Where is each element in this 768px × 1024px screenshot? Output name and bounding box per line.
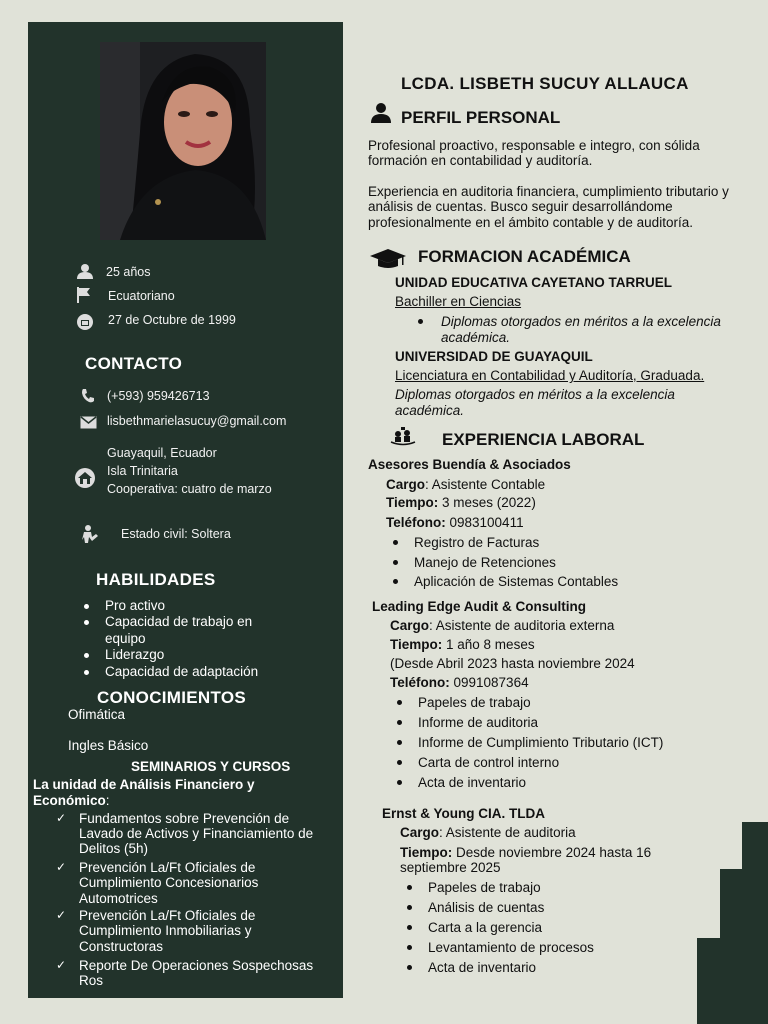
skill-item: Capacidad de adaptación	[105, 664, 259, 679]
job-role: Cargo: Asistente Contable	[386, 477, 546, 492]
nationality-text: Ecuatoriano	[108, 289, 175, 303]
degree: Bachiller en Ciencias	[395, 294, 522, 309]
job-task: Levantamiento de procesos	[428, 940, 594, 955]
birthday-icon	[76, 313, 94, 331]
job-task: Aplicación de Sistemas Contables	[414, 574, 619, 589]
seminar-item-cont: Delitos (5h)	[79, 841, 149, 856]
bullet	[407, 925, 412, 930]
civil-status-text: Estado civil: Soltera	[121, 527, 231, 541]
job-task: Papeles de trabajo	[418, 695, 531, 710]
job-duration: Tiempo: 3 meses (2022)	[386, 495, 536, 510]
bullet	[84, 620, 89, 625]
company-name: Asesores Buendía & Asociados	[368, 457, 571, 472]
profile-person-icon	[370, 103, 392, 123]
profile-text: análisis de cuentas. Busco seguir desarrollándome	[368, 199, 673, 214]
contact-heading: CONTACTO	[85, 354, 183, 373]
seminar-item-cont: Ros	[79, 973, 104, 988]
seminar-unit-line2: Económico:	[33, 793, 110, 808]
company-name: Leading Edge Audit & Consulting	[372, 599, 586, 614]
bullet	[418, 319, 423, 324]
bullet	[407, 885, 412, 890]
job-duration: Tiempo: 1 año 8 meses	[390, 637, 535, 652]
job-duration: Tiempo: Desde noviembre 2024 hasta 16	[400, 845, 652, 860]
job-phone: Teléfono: 0983100411	[386, 515, 524, 530]
seminar-item-cont: Constructoras	[79, 939, 164, 954]
job-task: Informe de Cumplimiento Tributario (ICT)	[418, 735, 664, 750]
education-note: Diplomas otorgados en méritos a la excelencia	[441, 314, 721, 329]
seminar-item: Prevención La/Ft Oficiales de	[79, 860, 256, 875]
job-task: Carta a la gerencia	[428, 920, 543, 935]
job-phone: Teléfono: 0991087364	[390, 675, 529, 690]
experience-icon	[388, 424, 418, 448]
skill-item: Liderazgo	[105, 647, 165, 662]
school-name: UNIDAD EDUCATIVA CAYETANO TARRUEL	[395, 275, 673, 290]
graduation-cap-icon	[369, 248, 407, 270]
skill-item-cont: equipo	[105, 631, 146, 646]
seminars-heading: SEMINARIOS Y CURSOS	[131, 759, 291, 774]
skills-heading: HABILIDADES	[96, 570, 216, 589]
profile-photo	[100, 42, 266, 240]
seminar-item: Reporte De Operaciones Sospechosas	[79, 958, 314, 973]
age-text: 25 años	[106, 265, 151, 279]
job-task: Acta de inventario	[418, 775, 527, 790]
school-name: UNIVERSIDAD DE GUAYAQUIL	[395, 349, 593, 364]
knowledge-item: Ofimática	[68, 707, 126, 722]
bullet	[397, 700, 402, 705]
bullet	[397, 720, 402, 725]
bullet	[84, 604, 89, 609]
education-note: Diplomas otorgados en méritos a la excelencia	[395, 387, 675, 402]
bullet	[84, 670, 89, 675]
civil-status-icon	[80, 524, 100, 544]
job-task: Análisis de cuentas	[428, 900, 545, 915]
bullet	[393, 560, 398, 565]
bullet	[397, 740, 402, 745]
check-icon: ✓	[56, 958, 67, 972]
address-line-1: Guayaquil, Ecuador	[107, 446, 217, 460]
phone-icon	[80, 388, 96, 404]
experience-heading: EXPERIENCIA LABORAL	[442, 430, 645, 449]
home-icon	[74, 467, 96, 489]
job-role: Cargo: Asistente de auditoria	[400, 825, 576, 840]
job-task: Acta de inventario	[428, 960, 537, 975]
job-task: Carta de control interno	[418, 755, 560, 770]
bullet	[407, 965, 412, 970]
profile-heading: PERFIL PERSONAL	[401, 108, 561, 127]
address-line-2: Isla Trinitaria	[107, 464, 178, 478]
flag-icon	[76, 286, 92, 304]
birthdate-text: 27 de Octubre de 1999	[108, 313, 236, 327]
profile-text: Experiencia en auditoria financiera, cumplimiento tributario y	[368, 184, 729, 199]
check-icon: ✓	[56, 860, 67, 874]
education-note: académica.	[441, 330, 511, 345]
profile-text: Profesional proactivo, responsable e integro, con sólida	[368, 138, 700, 153]
job-task: Papeles de trabajo	[428, 880, 541, 895]
seminar-item-cont: Cumplimiento Concesionarios	[79, 875, 259, 890]
job-role: Cargo: Asistente de auditoria externa	[390, 618, 615, 633]
knowledge-heading: CONOCIMIENTOS	[97, 688, 247, 707]
seminar-item: Prevención La/Ft Oficiales de	[79, 908, 256, 923]
profile-text: formación en contabilidad y auditoría.	[368, 153, 593, 168]
decor-step	[697, 938, 768, 1024]
bullet	[407, 905, 412, 910]
person-icon	[76, 263, 94, 279]
degree: Licenciatura en Contabilidad y Auditoría, Graduada.	[395, 368, 705, 383]
job-task: Informe de auditoria	[418, 715, 539, 730]
check-icon: ✓	[56, 811, 67, 825]
job-task: Manejo de Retenciones	[414, 555, 556, 570]
job-task: Registro de Facturas	[414, 535, 540, 550]
bullet	[84, 653, 89, 658]
knowledge-item: Ingles Básico	[68, 738, 149, 753]
bullet	[397, 760, 402, 765]
job-period: (Desde Abril 2023 hasta noviembre 2024	[390, 656, 635, 671]
education-note: académica.	[395, 403, 465, 418]
email-icon	[80, 416, 97, 429]
email-text: lisbethmarielasucuy@gmail.com	[107, 414, 287, 428]
job-duration-cont: septiembre 2025	[400, 860, 501, 875]
bullet	[397, 780, 402, 785]
skill-item: Capacidad de trabajo en	[105, 614, 253, 629]
address-line-3: Cooperativa: cuatro de marzo	[107, 482, 272, 496]
seminar-item-cont: Lavado de Activos y Financiamiento de	[79, 826, 314, 841]
bullet	[393, 579, 398, 584]
seminar-item-cont: Cumplimiento Inmobiliarias y	[79, 923, 252, 938]
skill-item: Pro activo	[105, 598, 166, 613]
phone-text: (+593) 959426713	[107, 389, 210, 403]
check-icon: ✓	[56, 908, 67, 922]
candidate-name: LCDA. LISBETH SUCUY ALLAUCA	[401, 74, 689, 93]
seminar-item-cont: Automotrices	[79, 891, 158, 906]
company-name: Ernst & Young CIA. TLDA	[382, 806, 545, 821]
bullet	[407, 945, 412, 950]
seminar-unit-line1: La unidad de Análisis Financiero y	[33, 777, 255, 792]
seminar-item: Fundamentos sobre Prevención de	[79, 811, 290, 826]
bullet	[393, 540, 398, 545]
education-heading: FORMACION ACADÉMICA	[418, 247, 631, 266]
profile-text: profesionalmente en el ámbito contable y de auditoría.	[368, 215, 693, 230]
